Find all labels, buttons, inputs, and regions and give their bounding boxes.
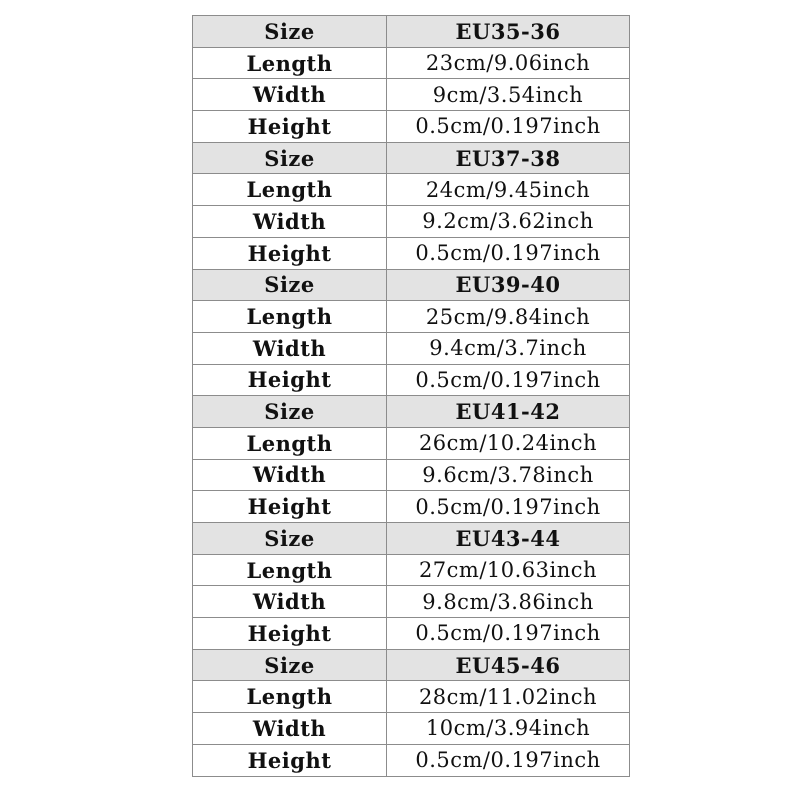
height-row: [193, 744, 630, 776]
size-chart-table: [192, 15, 630, 777]
size-label: Size: [193, 16, 387, 48]
width-label: Width: [193, 459, 387, 491]
size-label: Size: [193, 269, 387, 301]
size-value: EU39-40: [387, 269, 630, 301]
height-row: [193, 111, 630, 143]
height-value: 0.5cm/0.197inch: [387, 491, 630, 523]
height-label: Height: [193, 111, 387, 143]
length-label: Length: [193, 681, 387, 713]
height-label: Height: [193, 491, 387, 523]
height-label: Height: [193, 744, 387, 776]
height-row: [193, 364, 630, 396]
width-value: 9.4cm/3.7inch: [387, 332, 630, 364]
length-value: 25cm/9.84inch: [387, 301, 630, 333]
length-value: 24cm/9.45inch: [387, 174, 630, 206]
length-row: [193, 301, 630, 333]
length-row: [193, 174, 630, 206]
size-value: EU41-42: [387, 396, 630, 428]
width-label: Width: [193, 206, 387, 238]
size-label: Size: [193, 649, 387, 681]
size-row: [193, 16, 630, 48]
width-value: 9.2cm/3.62inch: [387, 206, 630, 238]
height-value: 0.5cm/0.197inch: [387, 744, 630, 776]
size-label: Size: [193, 396, 387, 428]
width-value: 10cm/3.94inch: [387, 713, 630, 745]
width-label: Width: [193, 713, 387, 745]
length-label: Length: [193, 174, 387, 206]
width-row: [193, 332, 630, 364]
width-row: [193, 586, 630, 618]
length-label: Length: [193, 427, 387, 459]
height-value: 0.5cm/0.197inch: [387, 237, 630, 269]
height-label: Height: [193, 364, 387, 396]
length-value: 23cm/9.06inch: [387, 47, 630, 79]
length-value: 28cm/11.02inch: [387, 681, 630, 713]
size-value: EU43-44: [387, 523, 630, 555]
size-label: Size: [193, 142, 387, 174]
size-label: Size: [193, 523, 387, 555]
size-row: [193, 269, 630, 301]
width-label: Width: [193, 79, 387, 111]
length-row: [193, 681, 630, 713]
width-row: [193, 206, 630, 238]
height-label: Height: [193, 237, 387, 269]
height-row: [193, 237, 630, 269]
height-value: 0.5cm/0.197inch: [387, 111, 630, 143]
length-row: [193, 427, 630, 459]
size-row: [193, 142, 630, 174]
width-value: 9cm/3.54inch: [387, 79, 630, 111]
length-row: [193, 554, 630, 586]
length-label: Length: [193, 554, 387, 586]
length-label: Length: [193, 47, 387, 79]
size-value: EU35-36: [387, 16, 630, 48]
width-label: Width: [193, 332, 387, 364]
width-row: [193, 79, 630, 111]
size-row: [193, 523, 630, 555]
width-row: [193, 459, 630, 491]
size-row: [193, 649, 630, 681]
width-row: [193, 713, 630, 745]
width-label: Width: [193, 586, 387, 618]
length-label: Length: [193, 301, 387, 333]
length-row: [193, 47, 630, 79]
width-value: 9.6cm/3.78inch: [387, 459, 630, 491]
height-value: 0.5cm/0.197inch: [387, 618, 630, 650]
width-value: 9.8cm/3.86inch: [387, 586, 630, 618]
length-value: 27cm/10.63inch: [387, 554, 630, 586]
size-value: EU37-38: [387, 142, 630, 174]
height-label: Height: [193, 618, 387, 650]
height-row: [193, 618, 630, 650]
height-value: 0.5cm/0.197inch: [387, 364, 630, 396]
size-row: [193, 396, 630, 428]
size-value: EU45-46: [387, 649, 630, 681]
height-row: [193, 491, 630, 523]
length-value: 26cm/10.24inch: [387, 427, 630, 459]
